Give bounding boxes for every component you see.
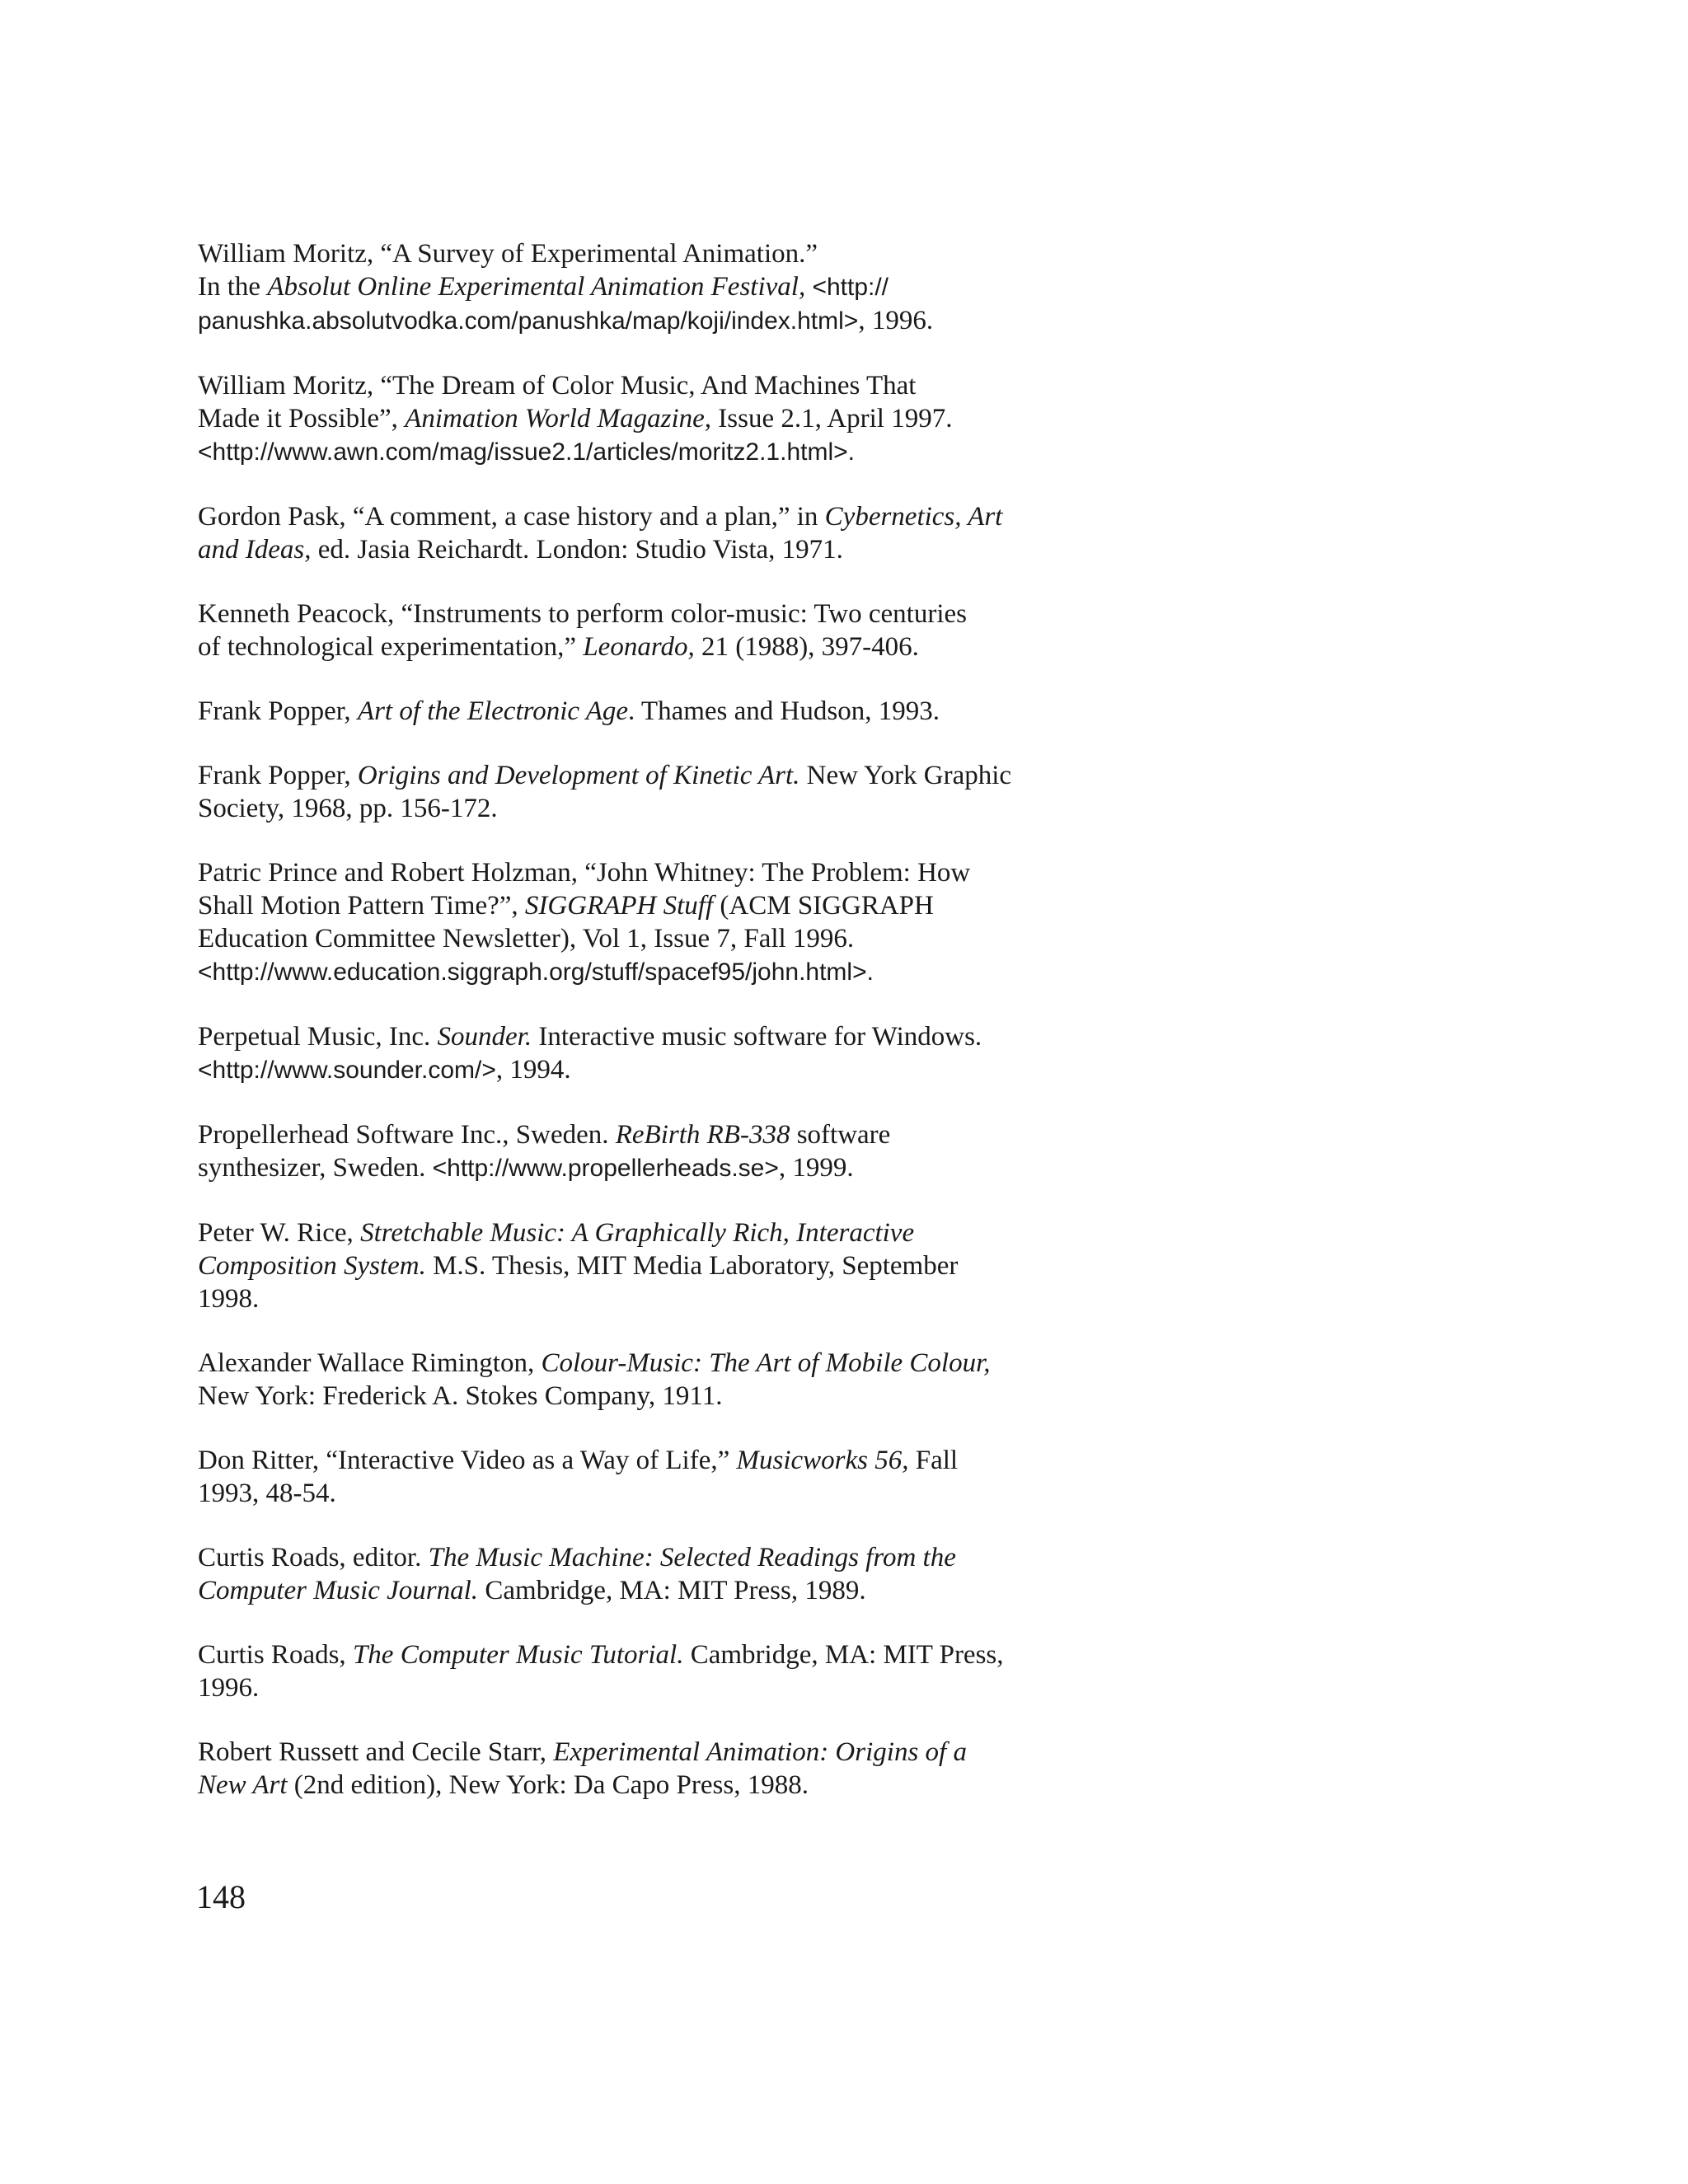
bibliography-entry	[198, 1020, 1121, 1087]
page-number: 148	[196, 1878, 246, 1915]
entry-text: Perpetual Music, Inc.	[198, 1022, 438, 1052]
entry-title-italic: Stretchable Music: A Graphically Rich, Interactive Composition System.	[198, 1218, 915, 1281]
entry-text: New York: Frederick A. Stokes Company, 1911.	[198, 1381, 723, 1411]
bibliography-entry	[198, 237, 1121, 338]
entry-url: <http://www.awn.com/mag/issue2.1/articles/moritz2.1.html>.	[198, 438, 855, 466]
entry-title-italic: Colour-Music: The Art of Mobile Colour,	[541, 1348, 991, 1378]
entry-text: Cambridge, MA: MIT Press, 1989.	[478, 1576, 866, 1605]
entry-title-italic: Origins and Development of Kinetic Art.	[357, 761, 800, 790]
entry-text: Interactive music software for Windows.	[538, 1022, 982, 1052]
entry-text: Don Ritter, “Interactive Video as a Way of Life,”	[198, 1446, 737, 1475]
entry-text: , 1994.	[495, 1055, 571, 1085]
entry-text: Fall 1993, 48-54.	[198, 1446, 959, 1508]
bibliography-entry	[198, 695, 1121, 728]
entry-title-italic: Leonardo,	[583, 632, 695, 662]
bibliography-entry	[198, 1444, 1121, 1510]
bibliography-entry	[198, 759, 1121, 825]
entry-text: ed. Jasia Reichardt. London: Studio Vista, 1971.	[311, 535, 843, 565]
entry-text: Peter W. Rice,	[198, 1218, 361, 1248]
entry-text: Cambridge, MA: MIT Press, 1996.	[198, 1640, 1004, 1703]
entry-text: Propellerhead Software Inc., Sweden.	[198, 1120, 616, 1150]
entry-text: software synthesizer, Sweden.	[198, 1120, 891, 1183]
entry-text: Issue 2.1, April 1997.	[718, 404, 953, 434]
entry-title-italic: Absolut Online Experimental Animation Festival,	[267, 272, 806, 302]
entry-text: 21 (1988), 397-406.	[694, 632, 919, 662]
entry-title-italic: The Music Machine: Selected Readings from the Computer Music Journal.	[198, 1543, 956, 1605]
entry-text: (ACM SIGGRAPH Education Committee Newsletter), Vol 1, Issue 7, Fall 1996.	[198, 891, 934, 954]
entry-text: (2nd edition), New York: Da Capo Press, 1988.	[287, 1770, 809, 1800]
entry-text: Robert Russett and Cecile Starr,	[198, 1737, 554, 1767]
entry-title-italic: Animation World Magazine,	[405, 404, 712, 434]
entry-url: <http://www.sounder.com/>	[198, 1057, 496, 1084]
bibliography-entry	[198, 1638, 1121, 1704]
bibliography-entry	[198, 1541, 1121, 1607]
entry-text: Frank Popper,	[198, 761, 358, 790]
entry-title-italic: Sounder.	[437, 1022, 532, 1052]
entry-title-italic: Experimental Animation: Origins of a New Art	[198, 1737, 967, 1800]
entry-text: Curtis Roads,	[198, 1640, 353, 1670]
bibliography-entry	[198, 369, 1121, 469]
entry-text: New York Graphic Society, 1968, pp. 156-172.	[198, 761, 1012, 823]
bibliography-entry	[198, 500, 1121, 566]
entry-title-italic: ReBirth RB-338	[615, 1120, 790, 1150]
entry-text: Frank Popper,	[198, 696, 358, 726]
bibliography-entry	[198, 598, 1121, 663]
entry-text: Curtis Roads, editor.	[198, 1543, 429, 1572]
bibliography-entry	[198, 1216, 1121, 1315]
entry-url: <http://www.education.siggraph.org/stuff/spacef95/john.html>.	[198, 958, 874, 986]
entry-text: , 1996.	[858, 306, 934, 335]
entry-title-italic: Cybernetics, Art and Ideas,	[198, 502, 1003, 565]
bibliography-list	[198, 237, 1121, 1833]
entry-text: Patric Prince and Robert Holzman, “John Whitney: The Problem: How Shall Motion Pattern Time?”,	[198, 858, 971, 921]
entry-title-italic: Art of the Electronic Age	[357, 696, 629, 726]
entry-text: , 1999.	[778, 1153, 854, 1183]
bibliography-entry	[198, 1347, 1121, 1413]
entry-title-italic: SIGGRAPH Stuff	[524, 891, 714, 921]
entry-text: Kenneth Peacock, “Instruments to perform color-music: Two centuries of technological experimentation,”	[198, 599, 967, 662]
bibliography-entry	[198, 1118, 1121, 1185]
entry-title-italic: The Computer Music Tutorial.	[352, 1640, 684, 1670]
entry-text: Gordon Pask, “A comment, a case history and a plan,” in	[198, 502, 825, 532]
bibliography-entry	[198, 1736, 1121, 1802]
entry-text: M.S. Thesis, MIT Media Laboratory, September 1998.	[198, 1251, 959, 1314]
bibliography-entry	[198, 856, 1121, 989]
entry-title-italic: Musicworks 56,	[736, 1446, 909, 1475]
entry-text: . Thames and Hudson, 1993.	[628, 696, 940, 726]
entry-text: Alexander Wallace Rimington,	[198, 1348, 542, 1378]
entry-text: William Moritz, “A Survey of Experimental Animation.” In the	[198, 239, 818, 302]
entry-text: William Moritz, “The Dream of Color Music, And Machines That Made it Possible”,	[198, 371, 917, 434]
entry-url: <http:// panushka.absolutvodka.com/panushka/map/koji/index.html>	[198, 274, 889, 335]
entry-url: <http://www.propellerheads.se>	[432, 1155, 779, 1182]
